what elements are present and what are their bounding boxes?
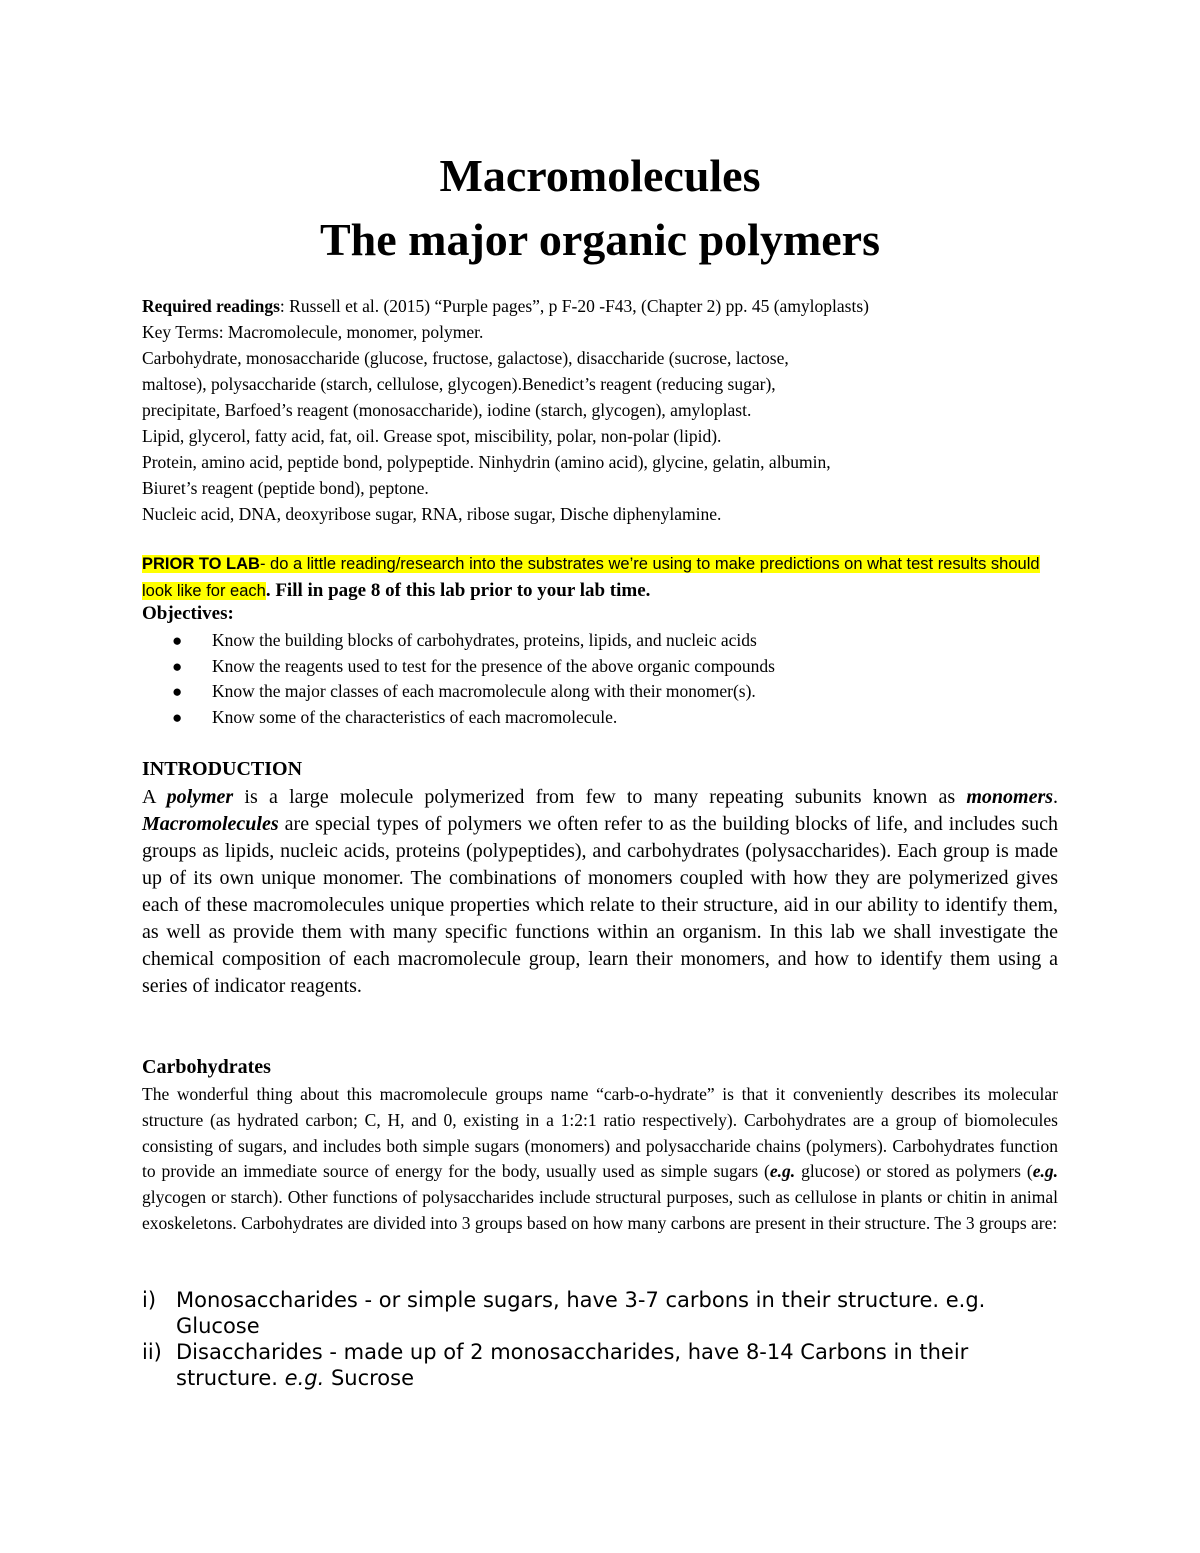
bullet-icon: ● <box>172 707 183 727</box>
objective-item: ● Know the major classes of each macromolecule along with their monomer(s). <box>172 679 775 705</box>
bullet-icon: ● <box>172 631 183 650</box>
term-macromolecules: Macromolecules <box>142 813 279 835</box>
term-monomers: monomers <box>966 786 1054 808</box>
group-item: ii) Disaccharides - made up of 2 monosaccharides, have 8-14 Carbons in their structure. e.g. Sucrose <box>142 1340 969 1390</box>
objective-item: ● Know the building blocks of carbohydrates, proteins, lipids, and nucleic acids <box>172 628 775 654</box>
key-terms-line: Key Terms: Macromolecule, monomer, polymer. <box>142 322 484 342</box>
key-terms-line: Nucleic acid, DNA, deoxyribose sugar, RNA, ribose sugar, Dische diphenylamine. <box>142 504 722 524</box>
key-terms-line: Lipid, glycerol, fatty acid, fat, oil. Grease spot, miscibility, polar, non-polar (lipid). <box>142 426 722 446</box>
objectives-heading: Objectives: <box>142 603 234 624</box>
term-polymer: polymer <box>166 786 234 808</box>
key-terms-line: maltose), polysaccharide (starch, cellulose, glycogen).Benedict’s reagent (reducing sugar), <box>142 374 776 394</box>
document-title: Macromolecules <box>439 150 761 201</box>
introduction-paragraph: A polymer is a large molecule polymerized from few to many repeating subunits known as monomers. Macromolecules are special types of polymers we often refer to as the building blocks of life, and includes such groups as lipids, nucleic acids, proteins (polypeptides), and carbohydrates (polysaccharides). Each group is made up of its own unique monomer. The combinations of monomers coupled with how they are polymerized gives each of these macromolecules unique properties which relate to their structure, aid in our ability to identify them, as well as provide them with many specific functions within an organism. In this lab we shall investigate the chemical composition of each macromolecule group, learn their monomers, and how to identify them using a series of indicator reagents. <box>142 786 1059 997</box>
group-text: Monosaccharides - or simple sugars, have 3-7 carbons in their structure. e.g. Glucose <box>176 1288 986 1338</box>
prior-to-lab-label: PRIOR TO LAB <box>142 555 260 573</box>
objectives-list <box>172 628 775 730</box>
introduction-heading: INTRODUCTION <box>142 758 303 780</box>
objective-item: ● Know some of the characteristics of each macromolecule. <box>172 705 775 731</box>
bullet-icon: ● <box>172 656 183 676</box>
required-readings-label: Required readings <box>142 296 280 316</box>
group-number: ii) <box>142 1340 162 1364</box>
objective-item: ● Know the reagents used to test for the presence of the above organic compounds <box>172 654 775 680</box>
prior-to-lab-instruction: . Fill in page 8 of this lab prior to your lab time. <box>265 580 651 601</box>
key-terms <box>142 319 1062 527</box>
prior-to-lab-highlight: - do a little reading/research into the substrates we’re using to make predictions on what test results should look like for each <box>142 555 1040 600</box>
key-terms-line: precipitate, Barfoed’s reagent (monosaccharide), iodine (starch, glycogen), amyloplast. <box>142 400 752 420</box>
carbohydrates-heading: Carbohydrates <box>142 1056 271 1078</box>
group-number: i) <box>142 1288 157 1312</box>
key-terms-line: Carbohydrate, monosaccharide (glucose, fructose, galactose), disaccharide (sucrose, lactose, <box>142 348 789 368</box>
document-subtitle: The major organic polymers <box>319 214 881 265</box>
prior-to-lab-note <box>142 550 1062 604</box>
bullet-icon: ● <box>172 682 183 701</box>
group-item <box>142 1287 1072 1339</box>
required-readings-text: : Russell et al. (2015) “Purple pages”, p F-20 -F43, (Chapter 2) pp. 45 (amyloplasts) <box>279 296 869 316</box>
key-terms-line: Biuret’s reagent (peptide bond), peptone. <box>142 478 429 498</box>
carbohydrates-paragraph: The wonderful thing about this macromolecule groups name “carb-o-hydrate” is that it conveniently describes its molecular structure (as hydrated carbon; C, H, and 0, existing in a 1:2:1 ratio respectively). Carbohydrates are a group of biomolecules consisting of sugars, and includes both simple sugars (monomers) and polysaccharide chains (polymers). Carbohydrates function to provide an immediate source of energy for the body, usually used as simple sugars (e.g. glucose) or stored as polymers (e.g. glycogen or starch). Other functions of polysaccharides include structural purposes, such as cellulose in plants or chitin in animal exoskeletons. Carbohydrates are divided into 3 groups based on how many carbons are present in their structure. The 3 groups are: <box>142 1084 1058 1233</box>
group-text: Disaccharides - made up of 2 monosaccharides, have 8-14 Carbons in their structure. <box>176 1340 969 1390</box>
required-readings <box>142 293 1062 319</box>
key-terms-line: Protein, amino acid, peptide bond, polypeptide. Ninhydrin (amino acid), glycine, gelatin, albumin, <box>142 452 831 472</box>
carbohydrate-groups-list <box>142 1287 1072 1391</box>
